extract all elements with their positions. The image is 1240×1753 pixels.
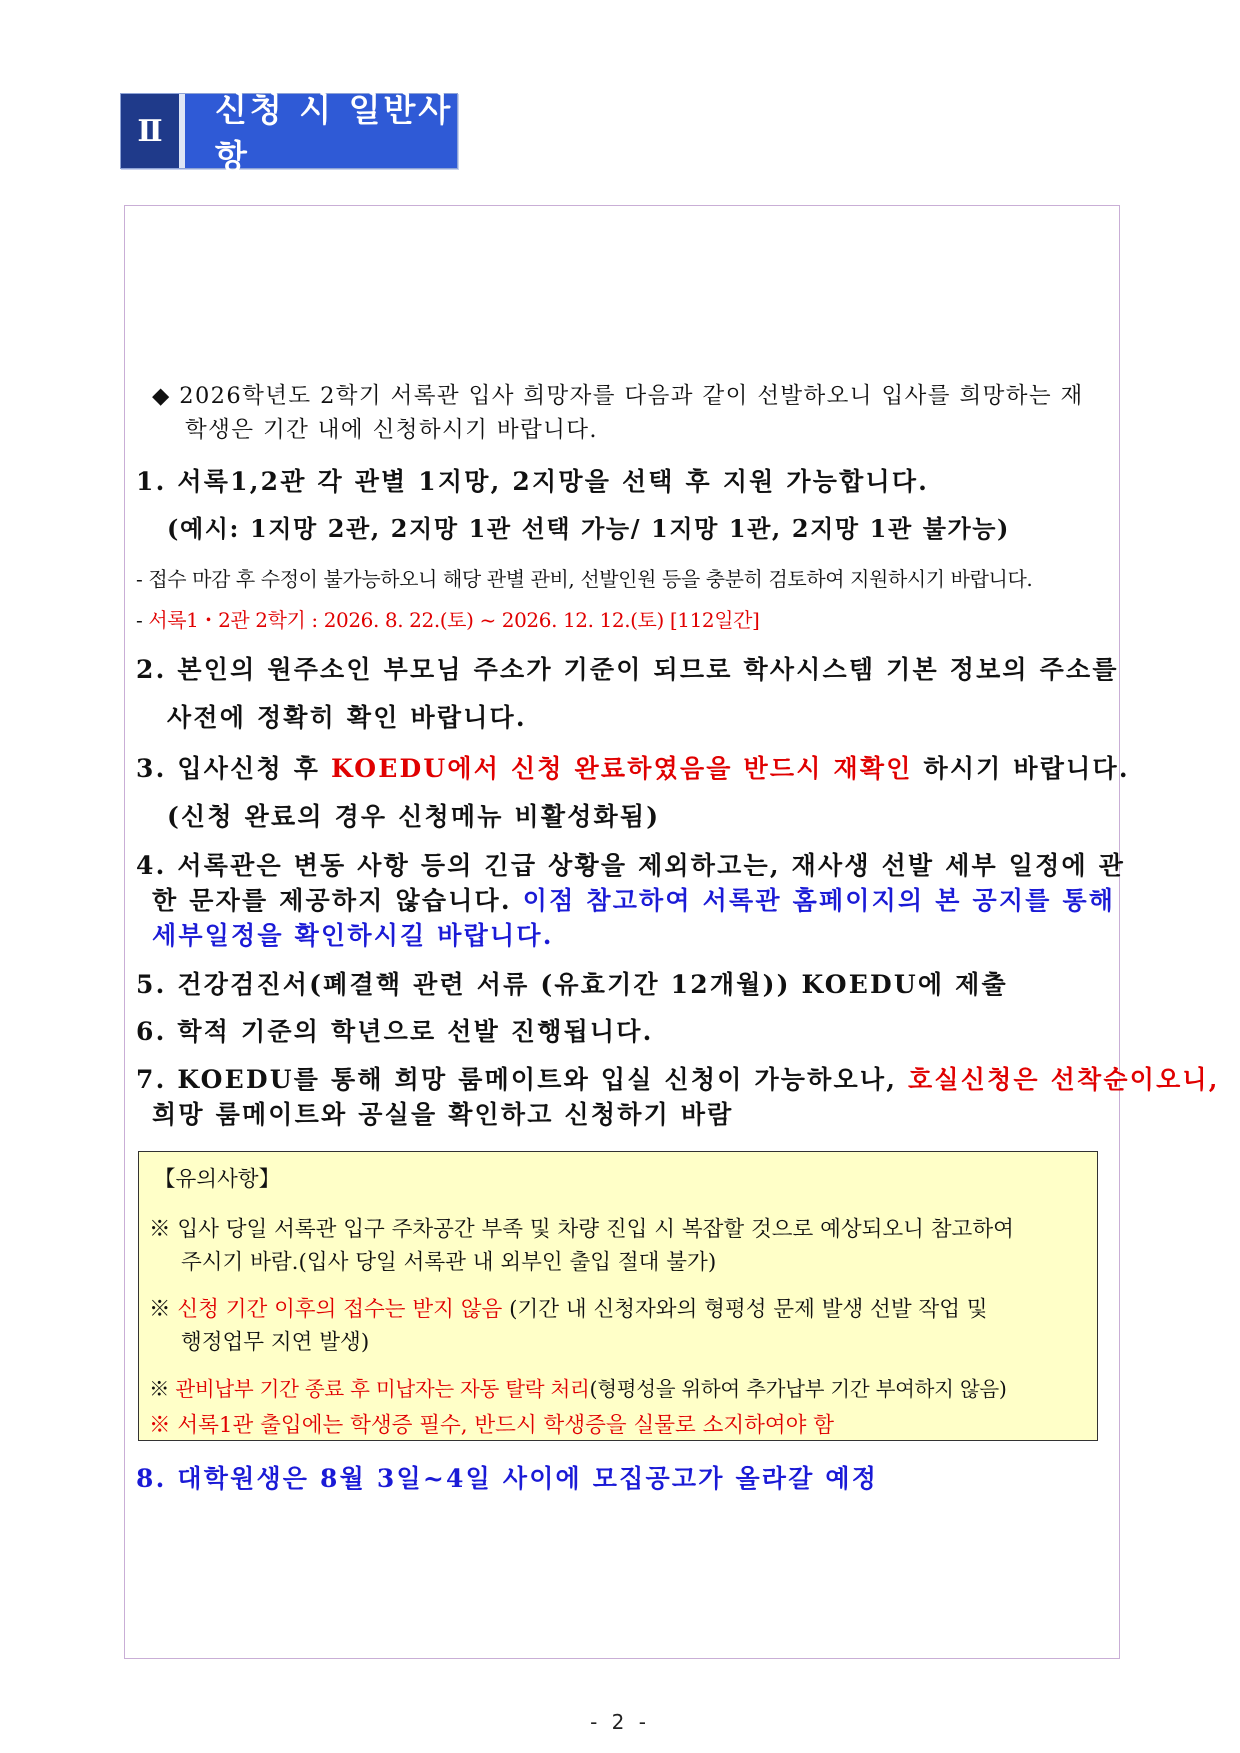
item-4-line-1: 4. 서록관은 변동 사항 등의 긴급 상황을 제외하고는, 재사생 선발 세부 일정에 관 [136, 851, 1126, 880]
intro-line-1: ◆ 2026학년도 2학기 서록관 입사 희망자를 다음과 같이 선발하오니 입사를 희망하는 재 [152, 383, 1084, 409]
item-3-line-2: (신청 완료의 경우 신청메뉴 비활성화됨) [167, 802, 661, 831]
item-4-line-3: 세부일정을 확인하시길 바랍니다. [152, 921, 554, 950]
section-header [120, 90, 458, 176]
notice-1-line-2: 주시기 바람.(입사 당일 서록관 내 외부인 출입 절대 불가) [181, 1250, 717, 1275]
page-number: - 2 - [590, 1710, 650, 1734]
item-2-line-1: 2. 본인의 원주소인 부모님 주소가 기준이 되므로 학사시스템 기본 정보의 주소를 [136, 655, 1119, 684]
item-1-note-2: - 서록1・2관 2학기 : 2026. 8. 22.(토) ~ 2026. 12. 12.(토) [112일간] [136, 608, 760, 632]
item-7-line-2: 희망 룸메이트와 공실을 확인하고 신청하기 바람 [152, 1100, 734, 1129]
item-6: 6. 학적 기준의 학년으로 선발 진행됩니다. [136, 1017, 654, 1046]
item-4-emphasis: 이점 참고하여 서록관 홈페이지의 본 공지를 통해 [522, 886, 1116, 915]
item-8: 8. 대학원생은 8월 3일~4일 사이에 모집공고가 올라갈 예정 [136, 1464, 879, 1493]
item-7-line-1: 7. KOEDU를 통해 희망 룸메이트와 입실 신청이 가능하오나, 호실신청은 선착순이오니, [136, 1065, 1220, 1094]
section-number: Ⅱ [121, 94, 185, 168]
item-1-example: (예시: 1지망 2관, 2지망 1관 선택 가능/ 1지망 1관, 2지망 1관 불가능) [167, 514, 1011, 543]
section-title: 신청 시 일반사항 [185, 94, 457, 168]
notice-3-emphasis: 관비납부 기간 종료 후 미납자는 자동 탈락 처리 [175, 1377, 590, 1401]
notice-2-line-1: ※ 신청 기간 이후의 접수는 받지 않음 (기간 내 신청자와의 형평성 문제 발생 선발 작업 및 [149, 1297, 988, 1322]
intro-line-2: 학생은 기간 내에 신청하시기 바랍니다. [185, 417, 598, 443]
content-box [124, 205, 1220, 1659]
item-7-emphasis: 호실신청은 선착순이오니, [908, 1065, 1220, 1094]
notice-1-line-1: ※ 입사 당일 서록관 입구 주차공간 부족 및 차량 진입 시 복잡할 것으로 예상되오니 참고하여 [149, 1217, 1014, 1242]
notice-4: ※ 서록1관 출입에는 학생증 필수, 반드시 학생증을 실물로 소지하여야 함 [149, 1413, 835, 1438]
item-2-line-2: 사전에 정확히 확인 바랍니다. [167, 703, 527, 732]
notice-box [138, 1151, 1098, 1441]
notice-3: ※ 관비납부 기간 종료 후 미납자는 자동 탈락 처리(형평성을 위하여 추가납부 기간 부여하지 않음) [149, 1377, 1007, 1401]
notice-2-emphasis: 신청 기간 이후의 접수는 받지 않음 [177, 1297, 503, 1322]
item-1-line-1: 1. 서록1,2관 각 관별 1지망, 2지망을 선택 후 지원 가능합니다. [136, 467, 930, 496]
dormitory-period: 서록1・2관 2학기 : 2026. 8. 22.(토) ~ 2026. 12. 12.(토) [112일간] [148, 608, 760, 632]
item-4-line-2: 한 문자를 제공하지 않습니다. 이점 참고하여 서록관 홈페이지의 본 공지를 통해 [152, 886, 1116, 915]
item-1-note-1: - 접수 마감 후 수정이 불가능하오니 해당 관별 관비, 선발인원 등을 충분히 검토하여 지원하시기 바랍니다. [136, 567, 1033, 591]
notice-2-line-2: 행정업무 지연 발생) [181, 1330, 370, 1355]
item-3-emphasis: KOEDU에서 신청 완료하였음을 반드시 재확인 [330, 754, 913, 783]
notice-title: 【유의사항】 [154, 1167, 281, 1192]
item-5: 5. 건강검진서(폐결핵 관련 서류 (유효기간 12개월)) KOEDU에 제출 [136, 970, 1008, 999]
item-3-line-1: 3. 입사신청 후 KOEDU에서 신청 완료하였음을 반드시 재확인 하시기 바랍니다. [136, 754, 1130, 783]
